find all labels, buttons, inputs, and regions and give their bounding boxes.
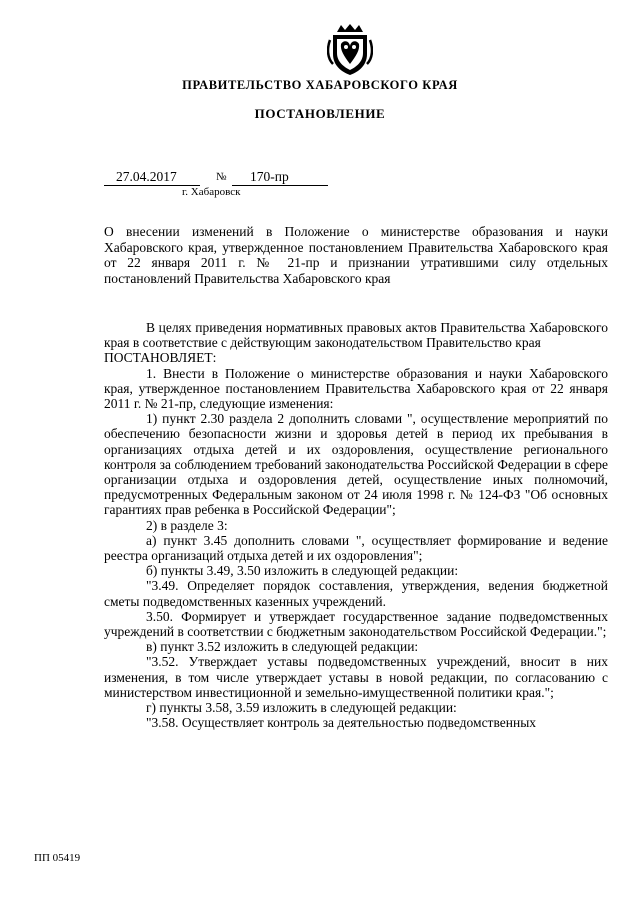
body-paragraph: "3.58. Осуществляет контроль за деятельностью подведомственных <box>146 715 537 731</box>
document-date: 27.04.2017 <box>104 169 200 186</box>
body-paragraph: "3.52. Утверждает уставы подведомственных учреждений, вносит в них изменения, в том числе утверждает уставы в новой редакции, по согласованию с министерством инвестиционной и земельно-имущественной политики края."; <box>104 654 608 700</box>
body-paragraph: "3.49. Определяет порядок составления, утверждения, ведения бюджетной сметы подведомственных казенных учреждений. <box>104 578 608 609</box>
preamble-paragraph: В целях приведения нормативных правовых актов Правительства Хабаровского края в соответствие с действующим законодательством Правительство края <box>104 320 608 351</box>
body-paragraph: в) пункт 3.52 изложить в следующей редакции: <box>146 639 419 655</box>
government-title: ПРАВИТЕЛЬСТВО ХАБАРОВСКОГО КРАЯ <box>182 78 458 92</box>
city: г. Хабаровск <box>182 186 241 198</box>
document-type: ПОСТАНОВЛЕНИЕ <box>254 106 386 121</box>
document-number: 170-пр <box>232 169 328 186</box>
document-code: ПП 05419 <box>34 852 81 864</box>
coat-of-arms-icon <box>327 22 373 76</box>
number-sign: № <box>216 171 227 183</box>
document-subject: О внесении изменений в Положение о министерстве образования и науки Хабаровского края, утвержденное постановлением Правительства Хабаровского края от 22 января 2011 г. № 21-пр и признании утратившими силу отдельных постановлений Правительства Хабаровского края <box>104 224 608 286</box>
body-paragraph: 1. Внести в Положение о министерстве образования и науки Хабаровского края, утвержденное постановлением Правительства Хабаровского края от 22 января 2011 г. № 21-пр, следующие изменения: <box>104 365 608 412</box>
body-paragraph: 3.50. Формирует и утверждает государственное задание подведомственных учреждений в соответствии с бюджетным законодательством Российской Федерации."; <box>104 608 608 640</box>
body-paragraph: б) пункты 3.49, 3.50 изложить в следующей редакции: <box>146 563 459 579</box>
body-paragraph: г) пункты 3.58, 3.59 изложить в следующей редакции: <box>146 700 457 716</box>
resolves-heading: ПОСТАНОВЛЯЕТ: <box>104 350 217 366</box>
body-paragraph: а) пункт 3.45 дополнить словами ", осуществляет формирование и ведение реестра организаций отдыха детей и их оздоровления"; <box>104 532 608 564</box>
body-paragraph: 2) в разделе 3: <box>146 517 228 533</box>
body-paragraph: 1) пункт 2.30 раздела 2 дополнить словами ", осуществление мероприятий по обеспечению безопасности жизни и здоровья детей в период их пребывания в организациях отдыха детей и их оздоровления, осуществление регионального контроля за соблюдением требований законодательства Российской Федерации в сфере организации отдыха и оздоровления детей, осуществление иных полномочий, предусмотренных Федеральным законом от 24 июля 1998 г. № 124-ФЗ "Об основных гарантиях прав ребенка в Российской Федерации"; <box>104 411 608 518</box>
document-body <box>104 320 608 730</box>
